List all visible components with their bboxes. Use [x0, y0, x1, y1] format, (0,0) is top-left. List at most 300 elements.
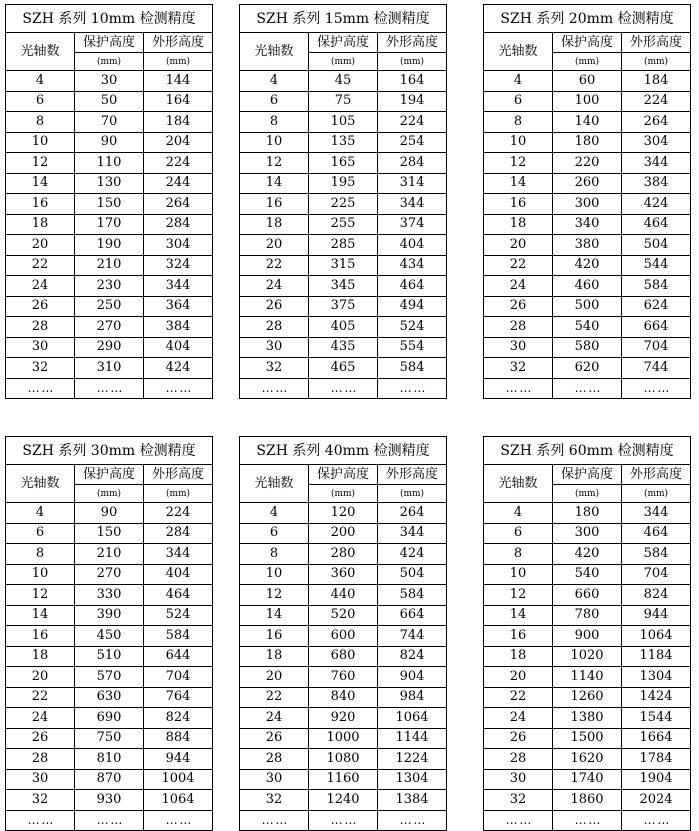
cell-protect-height: 345	[309, 276, 378, 297]
cell-axis-count: 18	[240, 214, 309, 235]
table-row	[484, 564, 691, 585]
table-row	[6, 173, 213, 194]
cell-protect-height: 220	[553, 153, 622, 174]
cell-axis-count: 22	[484, 687, 553, 708]
cell-axis-count: 4	[6, 503, 75, 524]
table-row	[6, 255, 213, 276]
header-unit: (mm)	[553, 485, 622, 503]
cell-protect-height: 420	[553, 255, 622, 276]
cell-outer-height: 584	[378, 585, 447, 606]
cell-protect-height: 690	[75, 708, 144, 729]
cell-protect-height: 195	[309, 173, 378, 194]
cell-outer-height: 364	[144, 296, 213, 317]
cell-protect-height: 630	[75, 687, 144, 708]
cell-outer-height: 424	[144, 358, 213, 379]
cell-axis-count: 30	[6, 769, 75, 790]
table-row	[484, 503, 691, 524]
cell-outer-height: 944	[622, 605, 691, 626]
cell-axis-count: 32	[240, 790, 309, 811]
cell-protect-height: 340	[553, 214, 622, 235]
table-row	[484, 112, 691, 133]
cell-protect-height: 450	[75, 626, 144, 647]
cell-axis-count: 12	[240, 153, 309, 174]
cell-outer-height: 464	[144, 585, 213, 606]
cell-axis-count: 10	[484, 132, 553, 153]
cell-outer-height: 744	[378, 626, 447, 647]
cell-outer-height: 584	[144, 626, 213, 647]
cell-outer-height: 2024	[622, 790, 691, 811]
cell-outer-height: 424	[622, 194, 691, 215]
cell-axis-count: 8	[6, 112, 75, 133]
cell-outer-height: 544	[622, 255, 691, 276]
ellipsis-cell: … …	[378, 810, 447, 831]
cell-outer-height: 374	[378, 214, 447, 235]
cell-outer-height: 1384	[378, 790, 447, 811]
cell-outer-height: 184	[144, 112, 213, 133]
cell-outer-height: 1184	[622, 646, 691, 667]
table-row	[484, 358, 691, 379]
cell-outer-height: 224	[144, 153, 213, 174]
table-row	[240, 728, 447, 749]
cell-protect-height: 310	[75, 358, 144, 379]
cell-outer-height: 584	[622, 276, 691, 297]
cell-protect-height: 105	[309, 112, 378, 133]
header-outer-height: 外形高度	[144, 33, 213, 53]
cell-protect-height: 510	[75, 646, 144, 667]
cell-protect-height: 150	[75, 523, 144, 544]
header-outer-height: 外形高度	[622, 465, 691, 485]
cell-axis-count: 14	[484, 605, 553, 626]
cell-outer-height: 1304	[622, 667, 691, 688]
table-row	[240, 173, 447, 194]
cell-protect-height: 285	[309, 235, 378, 256]
header-protect-height: 保护高度	[75, 33, 144, 53]
cell-axis-count: 10	[6, 564, 75, 585]
cell-axis-count: 4	[484, 71, 553, 92]
table-title: SZH 系列 40mm 检测精度	[240, 437, 447, 465]
table-row	[484, 337, 691, 358]
cell-outer-height: 284	[144, 523, 213, 544]
cell-protect-height: 1140	[553, 667, 622, 688]
table-row	[240, 667, 447, 688]
cell-axis-count: 26	[240, 728, 309, 749]
cell-axis-count: 32	[240, 358, 309, 379]
cell-protect-height: 165	[309, 153, 378, 174]
cell-protect-height: 210	[75, 544, 144, 565]
cell-protect-height: 180	[553, 132, 622, 153]
cell-axis-count: 14	[240, 173, 309, 194]
spec-table	[483, 436, 691, 831]
table-row-continuation	[6, 810, 213, 831]
ellipsis-cell: … …	[240, 810, 309, 831]
header-outer-height: 外形高度	[622, 33, 691, 53]
cell-outer-height: 704	[622, 564, 691, 585]
table-row	[6, 235, 213, 256]
cell-protect-height: 255	[309, 214, 378, 235]
cell-outer-height: 464	[622, 523, 691, 544]
ellipsis-cell: … …	[484, 378, 553, 399]
cell-outer-height: 624	[622, 296, 691, 317]
cell-outer-height: 304	[144, 235, 213, 256]
cell-protect-height: 900	[553, 626, 622, 647]
cell-protect-height: 750	[75, 728, 144, 749]
header-outer-height: 外形高度	[378, 465, 447, 485]
table-row	[484, 749, 691, 770]
table-row	[240, 687, 447, 708]
cell-protect-height: 1860	[553, 790, 622, 811]
cell-axis-count: 14	[240, 605, 309, 626]
cell-axis-count: 18	[484, 646, 553, 667]
cell-axis-count: 26	[6, 296, 75, 317]
cell-outer-height: 1544	[622, 708, 691, 729]
cell-protect-height: 870	[75, 769, 144, 790]
cell-axis-count: 10	[484, 564, 553, 585]
table-row	[484, 728, 691, 749]
cell-outer-height: 1424	[622, 687, 691, 708]
cell-axis-count: 22	[240, 255, 309, 276]
table-row	[6, 296, 213, 317]
table-row	[484, 790, 691, 811]
cell-outer-height: 224	[378, 112, 447, 133]
table-row	[6, 728, 213, 749]
table-row	[484, 276, 691, 297]
cell-protect-height: 280	[309, 544, 378, 565]
table-row	[6, 544, 213, 565]
table-row	[484, 605, 691, 626]
cell-axis-count: 32	[6, 358, 75, 379]
header-axis-count: 光轴数	[484, 465, 553, 503]
cell-protect-height: 190	[75, 235, 144, 256]
cell-axis-count: 10	[6, 132, 75, 153]
header-unit: (mm)	[309, 53, 378, 71]
cell-protect-height: 1260	[553, 687, 622, 708]
cell-axis-count: 12	[6, 585, 75, 606]
spec-table	[483, 4, 691, 399]
cell-protect-height: 600	[309, 626, 378, 647]
table-row	[6, 214, 213, 235]
cell-protect-height: 360	[309, 564, 378, 585]
cell-protect-height: 1240	[309, 790, 378, 811]
table-row	[484, 667, 691, 688]
table-row	[240, 296, 447, 317]
table-row	[240, 214, 447, 235]
table-row	[6, 91, 213, 112]
cell-protect-height: 920	[309, 708, 378, 729]
cell-axis-count: 6	[240, 523, 309, 544]
cell-protect-height: 1740	[553, 769, 622, 790]
cell-outer-height: 464	[378, 276, 447, 297]
table-row	[240, 708, 447, 729]
table-row	[484, 296, 691, 317]
cell-protect-height: 260	[553, 173, 622, 194]
ellipsis-cell: … …	[378, 378, 447, 399]
cell-axis-count: 10	[240, 132, 309, 153]
cell-outer-height: 164	[378, 71, 447, 92]
spec-table	[239, 4, 447, 399]
table-row	[240, 132, 447, 153]
cell-protect-height: 110	[75, 153, 144, 174]
header-axis-count: 光轴数	[6, 465, 75, 503]
cell-protect-height: 70	[75, 112, 144, 133]
table-row	[484, 235, 691, 256]
cell-protect-height: 660	[553, 585, 622, 606]
table-row-continuation	[484, 810, 691, 831]
cell-axis-count: 24	[240, 708, 309, 729]
cell-axis-count: 20	[484, 667, 553, 688]
cell-outer-height: 1304	[378, 769, 447, 790]
cell-axis-count: 14	[484, 173, 553, 194]
cell-axis-count: 30	[484, 769, 553, 790]
table-row	[240, 358, 447, 379]
ellipsis-cell: … …	[75, 810, 144, 831]
cell-protect-height: 290	[75, 337, 144, 358]
cell-protect-height: 500	[553, 296, 622, 317]
cell-outer-height: 404	[144, 564, 213, 585]
table-row	[484, 708, 691, 729]
cell-axis-count: 6	[6, 91, 75, 112]
table-row	[6, 605, 213, 626]
table-row	[484, 544, 691, 565]
cell-protect-height: 780	[553, 605, 622, 626]
table-row	[240, 91, 447, 112]
table-row	[240, 153, 447, 174]
cell-axis-count: 32	[484, 358, 553, 379]
table-row	[6, 317, 213, 338]
cell-axis-count: 18	[484, 214, 553, 235]
cell-protect-height: 680	[309, 646, 378, 667]
cell-outer-height: 494	[378, 296, 447, 317]
table-row	[6, 646, 213, 667]
table-row	[484, 91, 691, 112]
cell-outer-height: 194	[378, 91, 447, 112]
cell-axis-count: 12	[6, 153, 75, 174]
cell-protect-height: 330	[75, 585, 144, 606]
ellipsis-cell: … …	[309, 810, 378, 831]
cell-axis-count: 20	[6, 235, 75, 256]
cell-axis-count: 32	[484, 790, 553, 811]
header-unit: (mm)	[144, 53, 213, 71]
table-title: SZH 系列 60mm 检测精度	[484, 437, 691, 465]
cell-axis-count: 22	[240, 687, 309, 708]
cell-outer-height: 464	[622, 214, 691, 235]
cell-axis-count: 28	[6, 317, 75, 338]
spec-table	[5, 4, 213, 399]
cell-outer-height: 164	[144, 91, 213, 112]
cell-outer-height: 284	[378, 153, 447, 174]
cell-axis-count: 30	[240, 337, 309, 358]
cell-protect-height: 380	[553, 235, 622, 256]
cell-axis-count: 8	[240, 544, 309, 565]
header-protect-height: 保护高度	[75, 465, 144, 485]
cell-protect-height: 570	[75, 667, 144, 688]
cell-axis-count: 12	[240, 585, 309, 606]
cell-axis-count: 8	[484, 112, 553, 133]
cell-axis-count: 20	[6, 667, 75, 688]
cell-axis-count: 4	[240, 71, 309, 92]
cell-outer-height: 1224	[378, 749, 447, 770]
table-row	[6, 687, 213, 708]
cell-outer-height: 264	[378, 503, 447, 524]
table-row	[240, 71, 447, 92]
cell-axis-count: 24	[484, 276, 553, 297]
header-unit: (mm)	[144, 485, 213, 503]
table-row	[484, 769, 691, 790]
header-protect-height: 保护高度	[553, 465, 622, 485]
cell-protect-height: 1500	[553, 728, 622, 749]
table-row	[6, 132, 213, 153]
cell-outer-height: 344	[622, 153, 691, 174]
cell-protect-height: 375	[309, 296, 378, 317]
table-row	[6, 337, 213, 358]
table-row	[240, 235, 447, 256]
cell-axis-count: 18	[6, 646, 75, 667]
cell-protect-height: 140	[553, 112, 622, 133]
ellipsis-cell: … …	[144, 378, 213, 399]
cell-protect-height: 420	[553, 544, 622, 565]
table-row	[6, 153, 213, 174]
table-row	[6, 585, 213, 606]
cell-axis-count: 26	[484, 728, 553, 749]
table-row	[240, 585, 447, 606]
table-row	[6, 708, 213, 729]
cell-outer-height: 1064	[378, 708, 447, 729]
table-title: SZH 系列 15mm 检测精度	[240, 5, 447, 33]
table-row	[484, 214, 691, 235]
cell-axis-count: 6	[240, 91, 309, 112]
table-row	[484, 687, 691, 708]
ellipsis-cell: … …	[622, 378, 691, 399]
cell-axis-count: 24	[6, 708, 75, 729]
table-row	[6, 749, 213, 770]
cell-outer-height: 424	[378, 544, 447, 565]
cell-outer-height: 704	[144, 667, 213, 688]
ellipsis-cell: … …	[6, 810, 75, 831]
cell-axis-count: 6	[6, 523, 75, 544]
ellipsis-cell: … …	[309, 378, 378, 399]
table-title: SZH 系列 20mm 检测精度	[484, 5, 691, 33]
cell-outer-height: 524	[144, 605, 213, 626]
cell-outer-height: 664	[378, 605, 447, 626]
cell-protect-height: 200	[309, 523, 378, 544]
cell-protect-height: 270	[75, 564, 144, 585]
table-row-continuation	[484, 378, 691, 399]
cell-protect-height: 405	[309, 317, 378, 338]
cell-outer-height: 1904	[622, 769, 691, 790]
table-row	[484, 132, 691, 153]
cell-protect-height: 250	[75, 296, 144, 317]
cell-axis-count: 12	[484, 585, 553, 606]
cell-outer-height: 524	[378, 317, 447, 338]
cell-axis-count: 4	[240, 503, 309, 524]
cell-outer-height: 584	[622, 544, 691, 565]
cell-outer-height: 244	[144, 173, 213, 194]
cell-axis-count: 6	[484, 91, 553, 112]
table-row	[240, 564, 447, 585]
table-row	[484, 585, 691, 606]
cell-axis-count: 12	[484, 153, 553, 174]
cell-axis-count: 30	[240, 769, 309, 790]
cell-protect-height: 620	[553, 358, 622, 379]
table-row	[484, 173, 691, 194]
cell-axis-count: 28	[240, 317, 309, 338]
table-row	[6, 276, 213, 297]
cell-axis-count: 4	[484, 503, 553, 524]
cell-outer-height: 224	[144, 503, 213, 524]
cell-axis-count: 20	[240, 667, 309, 688]
cell-axis-count: 20	[484, 235, 553, 256]
header-outer-height: 外形高度	[144, 465, 213, 485]
cell-axis-count: 28	[240, 749, 309, 770]
header-outer-height: 外形高度	[378, 33, 447, 53]
cell-outer-height: 664	[622, 317, 691, 338]
cell-outer-height: 984	[378, 687, 447, 708]
cell-outer-height: 264	[144, 194, 213, 215]
cell-protect-height: 210	[75, 255, 144, 276]
table-row	[240, 112, 447, 133]
cell-protect-height: 520	[309, 605, 378, 626]
table-row	[240, 255, 447, 276]
cell-axis-count: 22	[6, 687, 75, 708]
cell-outer-height: 384	[622, 173, 691, 194]
table-row	[6, 71, 213, 92]
table-row	[240, 790, 447, 811]
cell-protect-height: 60	[553, 71, 622, 92]
cell-outer-height: 1784	[622, 749, 691, 770]
table-row	[240, 544, 447, 565]
header-protect-height: 保护高度	[309, 33, 378, 53]
cell-protect-height: 270	[75, 317, 144, 338]
table-row-continuation	[6, 378, 213, 399]
cell-axis-count: 24	[6, 276, 75, 297]
cell-outer-height: 824	[144, 708, 213, 729]
cell-outer-height: 254	[378, 132, 447, 153]
cell-outer-height: 344	[378, 194, 447, 215]
table-row	[484, 71, 691, 92]
ellipsis-cell: … …	[240, 378, 309, 399]
table-row	[6, 626, 213, 647]
table-row	[240, 749, 447, 770]
table-row	[484, 153, 691, 174]
table-row	[484, 523, 691, 544]
cell-outer-height: 404	[378, 235, 447, 256]
cell-axis-count: 26	[484, 296, 553, 317]
header-axis-count: 光轴数	[6, 33, 75, 71]
header-unit: (mm)	[622, 53, 691, 71]
table-row	[240, 523, 447, 544]
cell-protect-height: 30	[75, 71, 144, 92]
cell-outer-height: 184	[622, 71, 691, 92]
table-row	[6, 523, 213, 544]
cell-protect-height: 180	[553, 503, 622, 524]
ellipsis-cell: … …	[484, 810, 553, 831]
table-row-continuation	[240, 810, 447, 831]
cell-outer-height: 504	[622, 235, 691, 256]
cell-outer-height: 344	[144, 544, 213, 565]
table-row	[6, 564, 213, 585]
cell-outer-height: 304	[622, 132, 691, 153]
cell-outer-height: 584	[378, 358, 447, 379]
ellipsis-cell: … …	[553, 810, 622, 831]
cell-outer-height: 1064	[144, 790, 213, 811]
header-axis-count: 光轴数	[240, 465, 309, 503]
cell-axis-count: 22	[484, 255, 553, 276]
cell-axis-count: 30	[6, 337, 75, 358]
cell-outer-height: 744	[622, 358, 691, 379]
cell-axis-count: 14	[6, 173, 75, 194]
cell-outer-height: 324	[144, 255, 213, 276]
cell-protect-height: 315	[309, 255, 378, 276]
cell-protect-height: 50	[75, 91, 144, 112]
